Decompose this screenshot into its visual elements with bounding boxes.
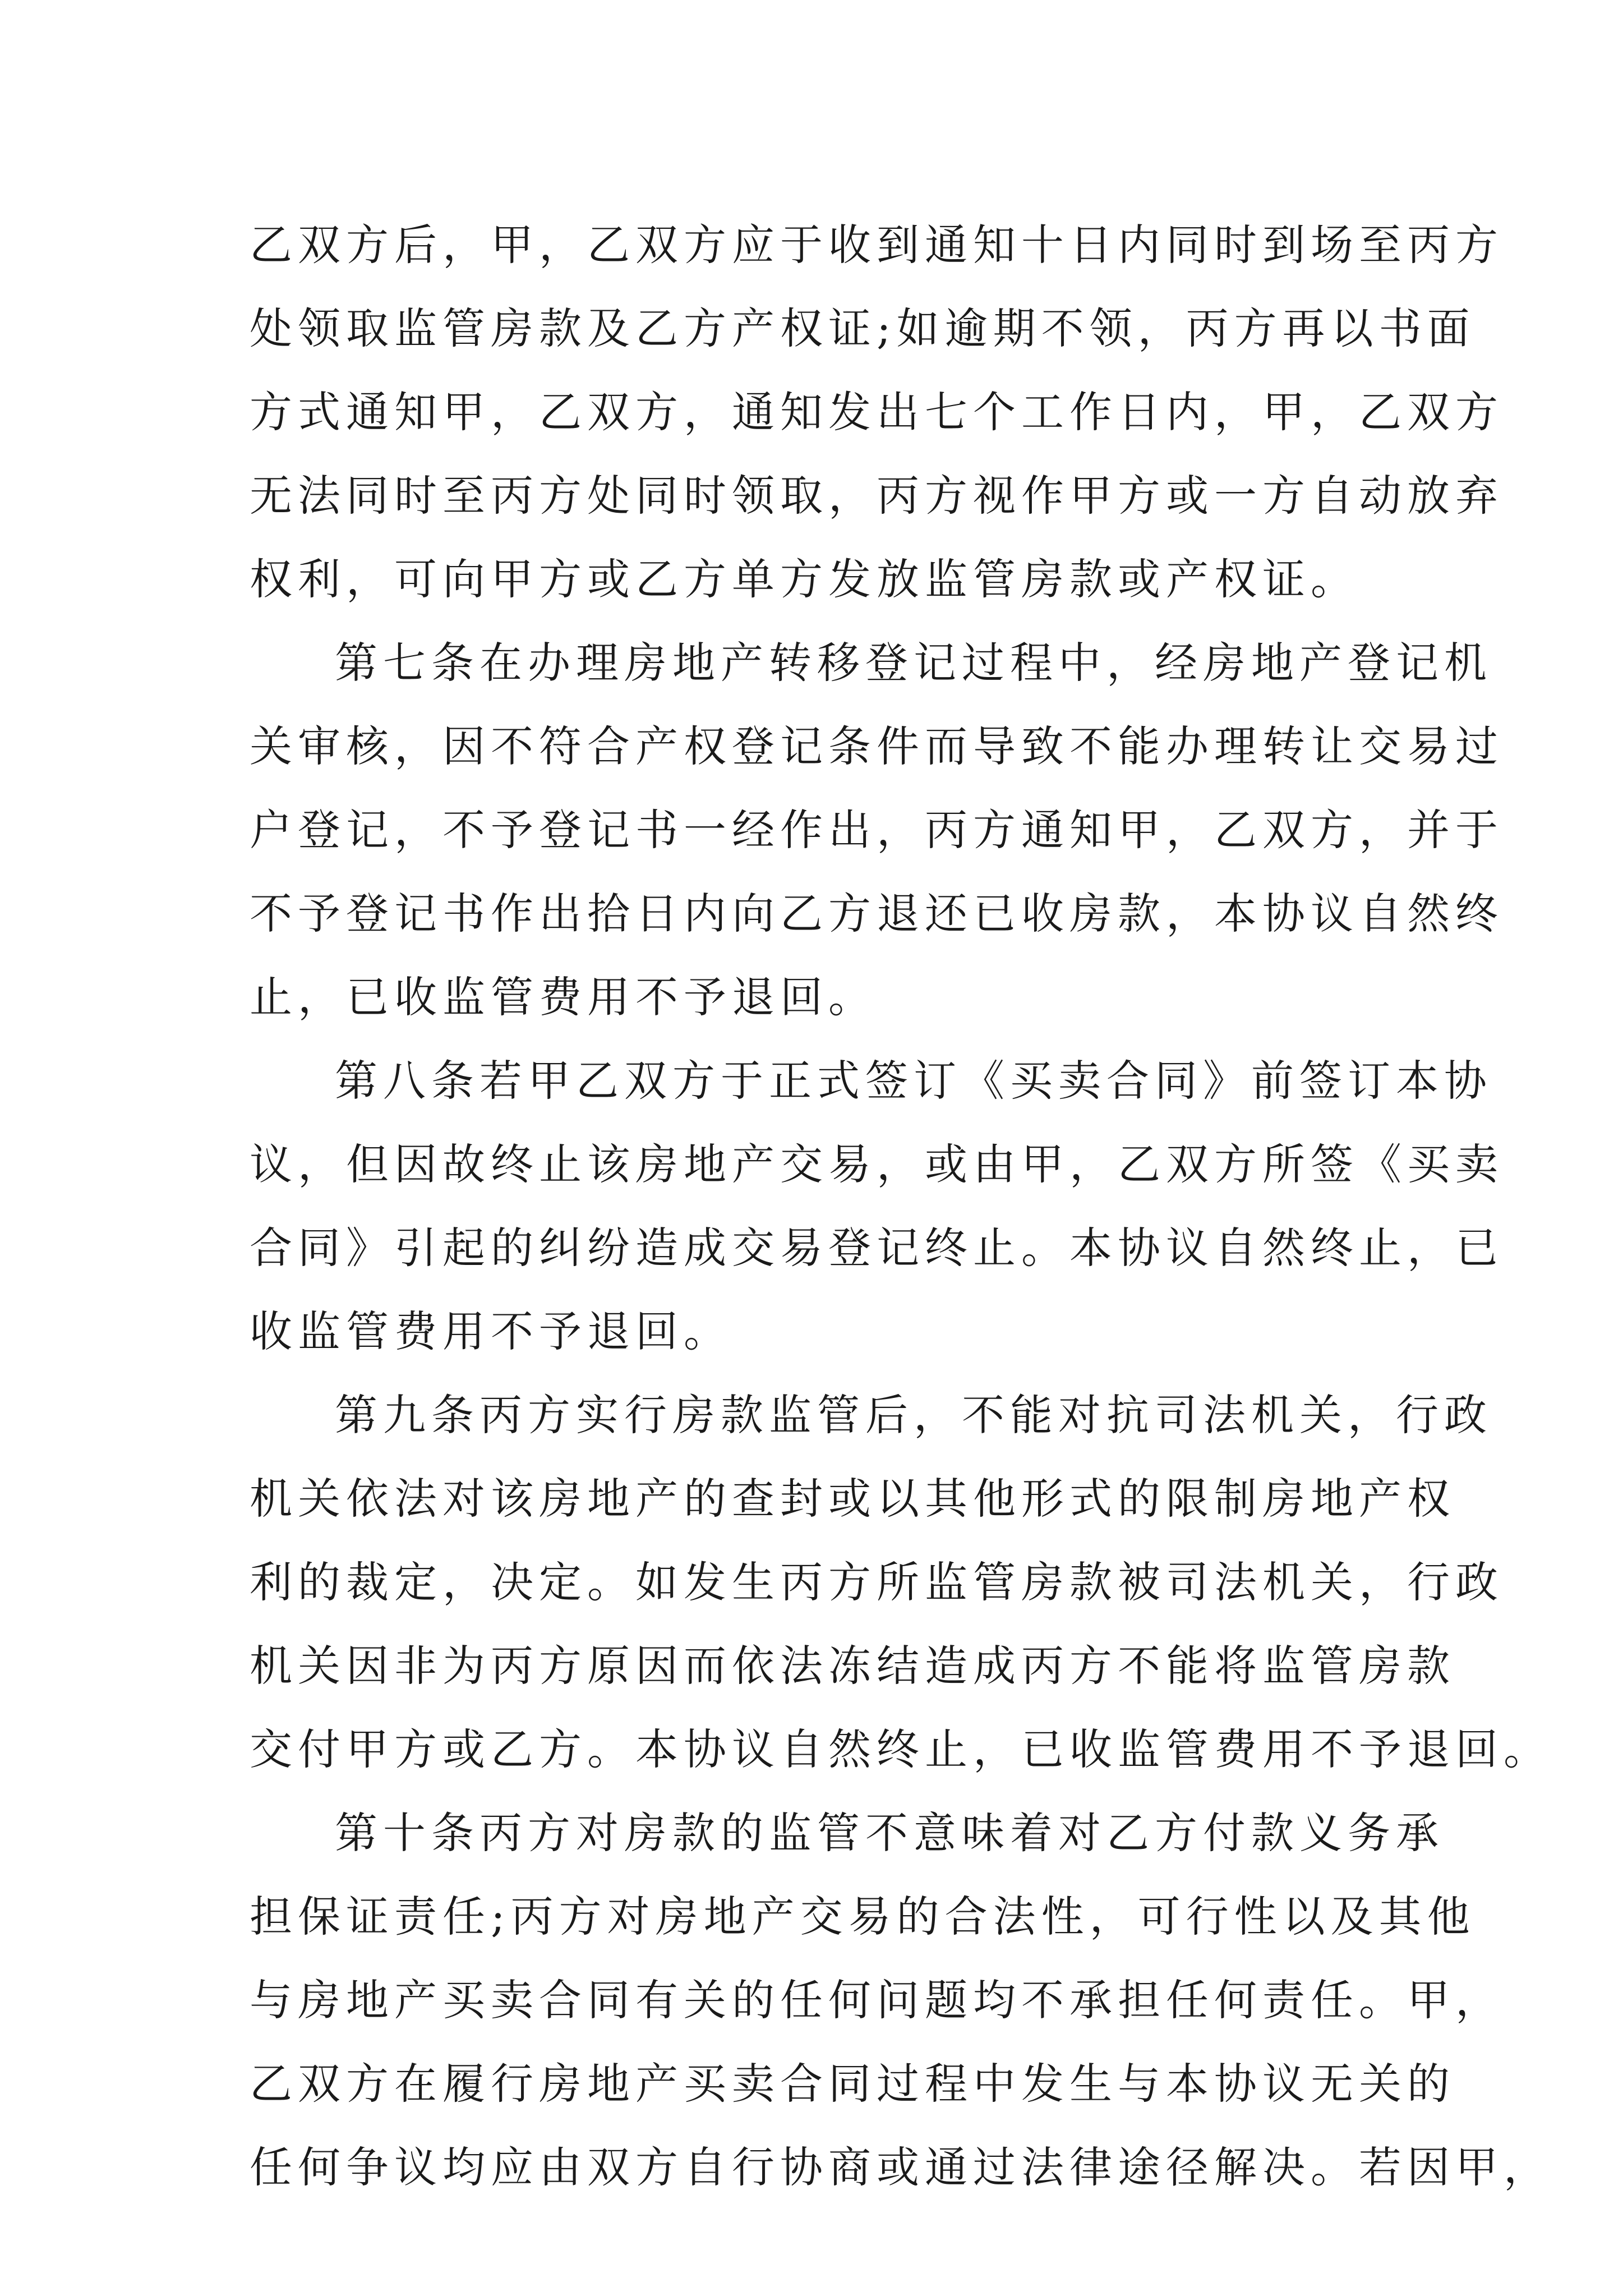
article-8-first-line: 第八条若甲乙双方于正式签订《买卖合同》前签订本协 [335, 1056, 1492, 1106]
text-line: 机关因非为丙方原因而依法冻结造成丙方不能将监管房款 [250, 1641, 1455, 1691]
document-body [250, 203, 1552, 2209]
text-line: 户登记，不予登记书一经作出，丙方通知甲，乙双方，并于 [250, 805, 1504, 855]
text-line: 关审核，因不符合产权登记条件而导致不能办理转让交易过 [250, 721, 1504, 771]
text-line: 方式通知甲，乙双方，通知发出七个工作日内，甲，乙双方 [250, 387, 1504, 437]
text-line: 担保证责任;丙方对房地产交易的合法性，可行性以及其他 [250, 1892, 1476, 1941]
text-line: 任何争议均应由双方自行协商或通过法律途径解决。若因甲， [250, 2142, 1552, 2192]
article-10-first-line: 第十条丙方对房款的监管不意味着对乙方付款义务承 [335, 1808, 1444, 1858]
text-line: 议，但因故终止该房地产交易，或由甲，乙双方所签《买卖 [250, 1139, 1504, 1189]
text-line: 不予登记书作出拾日内向乙方退还已收房款，本协议自然终 [250, 889, 1504, 938]
text-line: 无法同时至丙方处同时领取，丙方视作甲方或一方自动放弃 [250, 471, 1504, 521]
article-7-first-line: 第七条在办理房地产转移登记过程中，经房地产登记机 [335, 638, 1492, 688]
text-line: 乙双方后，甲，乙双方应于收到通知十日内同时到场至丙方 [250, 220, 1504, 270]
article-9-first-line: 第九条丙方实行房款监管后，不能对抗司法机关，行政 [335, 1390, 1492, 1440]
text-line: 交付甲方或乙方。本协议自然终止，已收监管费用不予退回。 [250, 1724, 1552, 1774]
text-line: 处领取监管房款及乙方产权证;如逾期不领，丙方再以书面 [250, 303, 1476, 353]
text-line: 机关依法对该房地产的查封或以其他形式的限制房地产权 [250, 1474, 1455, 1524]
text-line: 利的裁定，决定。如发生丙方所监管房款被司法机关，行政 [250, 1557, 1504, 1607]
text-line: 收监管费用不予退回。 [250, 1306, 732, 1356]
text-line: 权利，可向甲方或乙方单方发放监管房款或产权证。 [250, 554, 1359, 604]
text-line: 乙双方在履行房地产买卖合同过程中发生与本协议无关的 [250, 2059, 1455, 2109]
text-line: 止，已收监管费用不予退回。 [250, 972, 877, 1022]
text-line: 合同》引起的纠纷造成交易登记终止。本协议自然终止，已 [250, 1223, 1504, 1273]
text-line: 与房地产买卖合同有关的任何问题均不承担任何责任。甲， [250, 1975, 1504, 2025]
